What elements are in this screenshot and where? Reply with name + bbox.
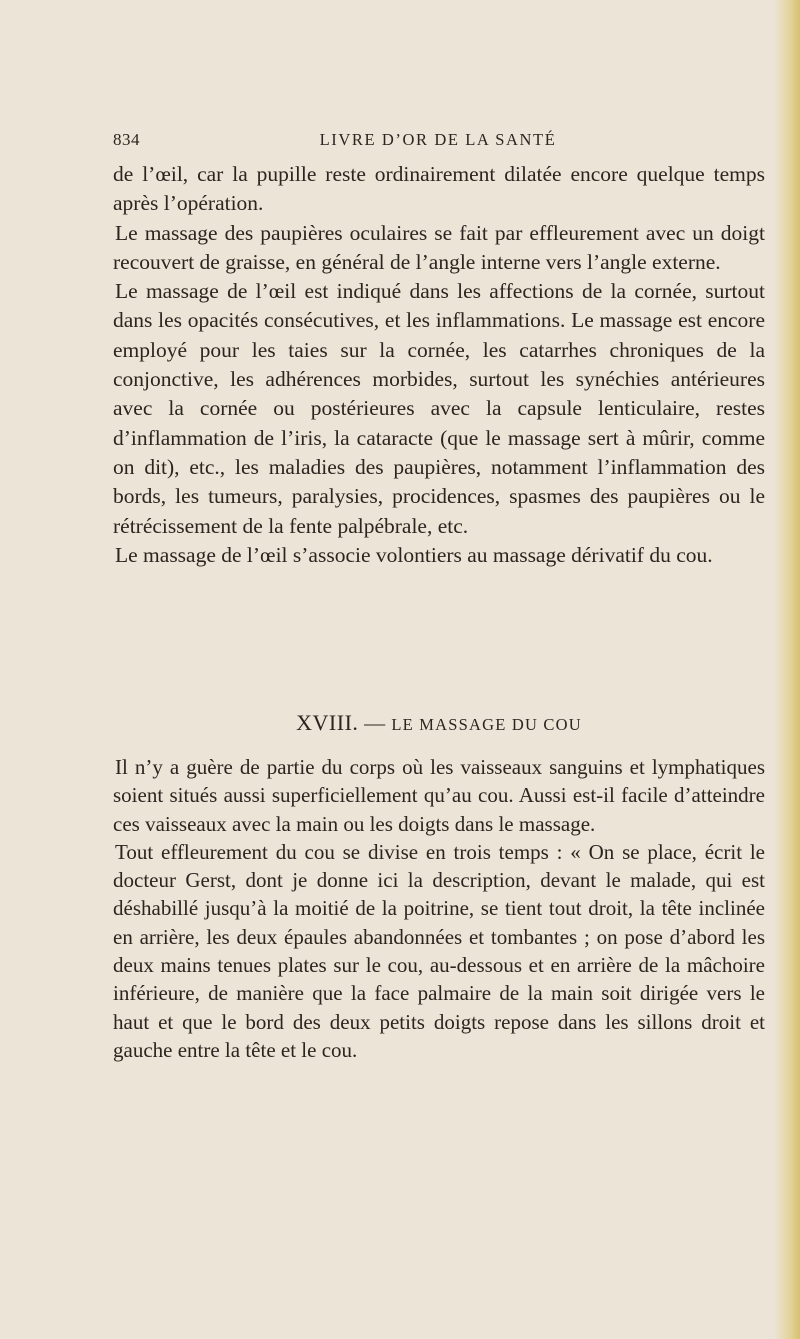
section-text <box>113 753 765 1064</box>
page-edge <box>774 0 800 1339</box>
paragraph: Le massage des paupières oculaires se fait par effleurement avec un doigt recouvert de graisse, en général de l’angle interne vers l’angle externe. <box>113 220 765 274</box>
section-number: XVIII. <box>296 710 359 735</box>
paragraph: Le massage de l’œil est indiqué dans les affections de la cornée, surtout dans les opacités consécutives, et les inflammations. Le massage est encore employé pour les taies sur la cornée, les catarrhes chroniques de la conjonctive, les adhérences morbides, surtout les synéchies antérieures avec la cornée ou postérieures avec la capsule lenticulaire, restes d’inflammation de l’iris, la cataracte (que le massage sert à mûrir, comme on dit), etc., les maladies des paupières, notamment l’inflammation des bords, les tumeurs, paralysies, procidences, spasmes des paupières ou le rétrécissement de la fente palpébrale, etc. <box>113 279 765 538</box>
paragraph: Le massage de l’œil s’associe volontiers au massage dérivatif du cou. <box>115 542 713 567</box>
paragraph: Tout effleurement du cou se divise en trois temps : « On se place, écrit le docteur Gerst, dont je donne ici la description, devant le malade, qui est déshabillé jusqu’à la moitié de la poitrine, se tient tout droit, la tête inclinée en arrière, les deux épaules abandonnées et tombantes ; on pose d’abord les deux mains tenues plates sur le cou, au-dessous et en arrière de la mâchoire inférieure, de manière que la face palmaire de la main soit dirigée vers le haut et que le bord des deux petits doigts repose dans les sillons droit et gauche entre la tête et le cou. <box>113 839 765 1062</box>
paragraph: de l’œil, car la pupille reste ordinairement dilatée encore quelque temps après l’opération. <box>113 162 765 216</box>
section-heading <box>113 710 765 736</box>
running-title: LIVRE D’OR DE LA SANTÉ <box>319 130 557 149</box>
section-separator: — <box>364 711 386 735</box>
paragraph: Il n’y a guère de partie du corps où les vaisseaux sanguins et lymphatiques soient situés aussi superficiellement qu’au cou. Aussi est-il facile d’atteindre ces vaisseaux avec la main ou les doigts dans le massage. <box>113 755 765 836</box>
page-header <box>113 130 763 154</box>
body-text <box>113 160 765 570</box>
page-number: 834 <box>113 130 140 149</box>
section-title: LE MASSAGE DU COU <box>391 715 582 734</box>
